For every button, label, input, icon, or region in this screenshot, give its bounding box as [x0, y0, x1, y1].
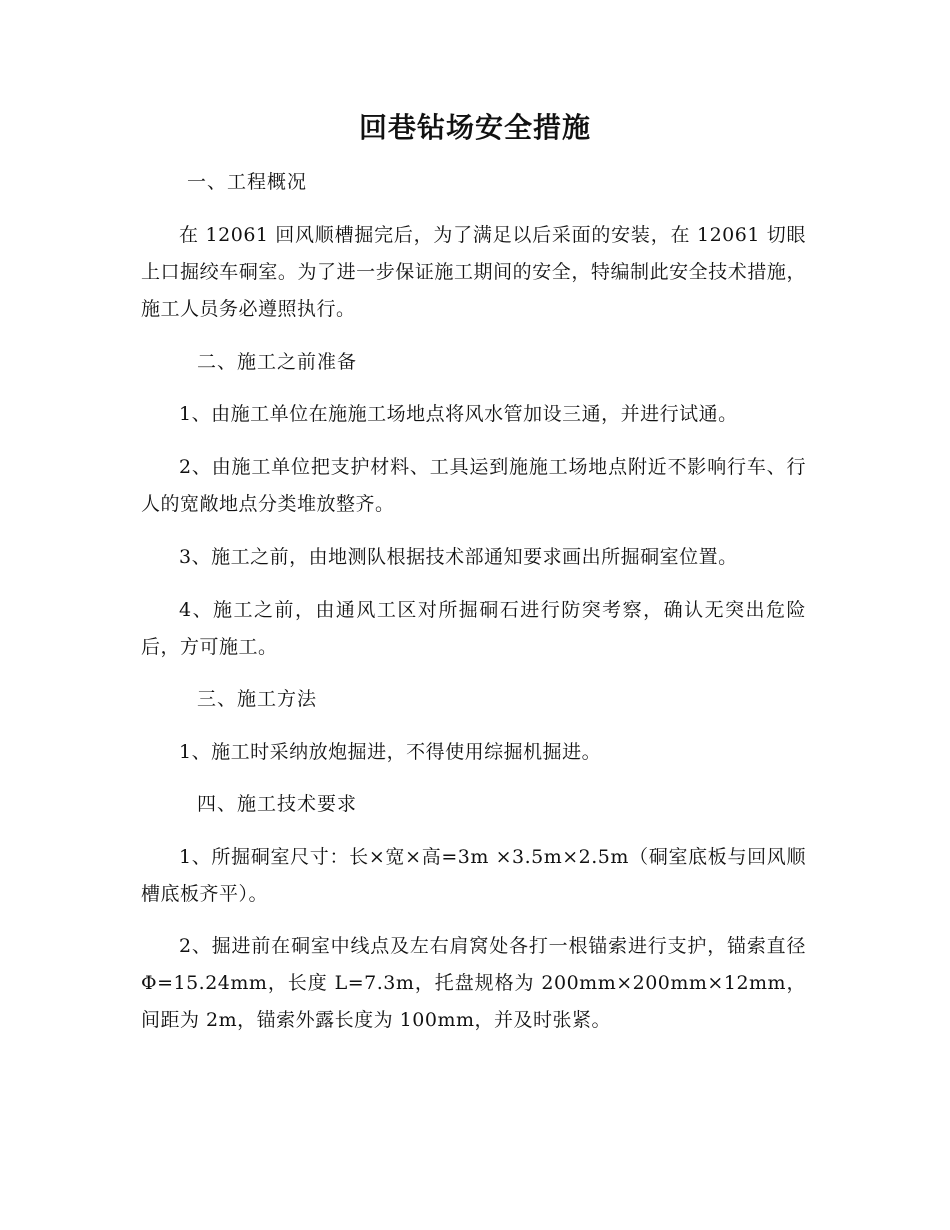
section-heading-method: 三、施工方法 — [197, 688, 318, 710]
paragraph-technical-1: 1、所掘硐室尺寸：长×宽×高=3m ×3.5m×2.5m（硐室底板与回风顺槽底板齐平）。 — [141, 846, 806, 905]
paragraph-preparation-3: 3、施工之前，由地测队根据技术部通知要求画出所掘硐室位置。 — [179, 546, 738, 568]
paragraph-preparation-1: 1、由施工单位在施施工场地点将风水管加设三通，并进行试通。 — [179, 403, 738, 425]
paragraph-method-1: 1、施工时采纳放炮掘进，不得使用综掘机掘进。 — [179, 741, 602, 763]
section-heading-overview: 一、工程概况 — [187, 171, 308, 193]
paragraph-technical-2: 2、掘进前在硐室中线点及左右肩窝处各打一根锚索进行支护，锚索直径 Φ=15.24mm，长度 L=7.3m，托盘规格为 200mm×200mm×12mm，间距为 2m，锚索外露长度为 100mm，并及时张紧。 — [141, 935, 806, 1031]
section-heading-technical: 四、施工技术要求 — [197, 793, 358, 815]
section-heading-preparation: 二、施工之前准备 — [197, 351, 358, 373]
paragraph-preparation-2: 2、由施工单位把支护材料、工具运到施施工场地点附近不影响行车、行人的宽敞地点分类堆放整齐。 — [141, 456, 806, 515]
document-title: 回巷钻场安全措施 — [358, 111, 591, 144]
paragraph-preparation-4: 4、施工之前，由通风工区对所掘硐石进行防突考察，确认无突出危险后，方可施工。 — [141, 599, 806, 658]
paragraph-overview: 在 12061 回风顺槽掘完后，为了满足以后采面的安装，在 12061 切眼上口掘绞车硐室。为了进一步保证施工期间的安全，特编制此安全技术措施，施工人员务必遵照执行。 — [141, 224, 806, 320]
